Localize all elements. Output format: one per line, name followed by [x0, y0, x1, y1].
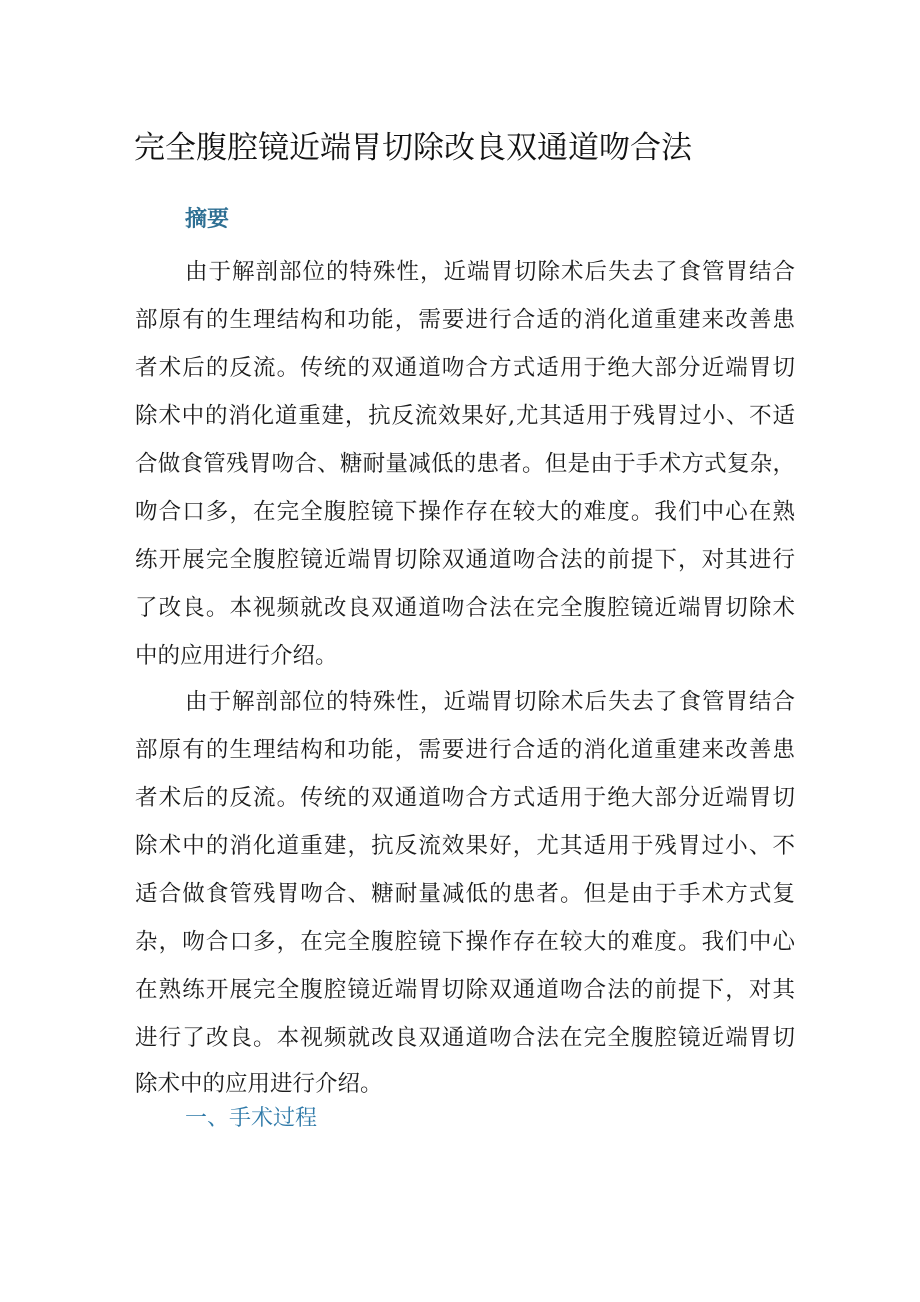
paragraph-line: 除术中的消化道重建，抗反流效果好，尤其适用于残胃过小、不 — [135, 833, 795, 859]
paragraph-line: 合做食管残胃吻合、糖耐量减低的患者。但是由于手术方式复杂， — [135, 451, 795, 477]
paragraph-line: 练开展完全腹腔镜近端胃切除双通道吻合法的前提下，对其进行 — [135, 547, 795, 573]
paragraph-line: 除术中的消化道重建，抗反流效果好,尤其适用于残胃过小、不适 — [135, 403, 795, 429]
paragraph-line: 由于解剖部位的特殊性，近端胃切除术后失去了食管胃结合 — [185, 259, 795, 285]
paragraph-line: 杂，吻合口多，在完全腹腔镜下操作存在较大的难度。我们中心 — [135, 929, 795, 955]
paragraph-line: 者术后的反流。传统的双通道吻合方式适用于绝大部分近端胃切 — [135, 785, 795, 811]
paragraph-line: 在熟练开展完全腹腔镜近端胃切除双通道吻合法的前提下，对其 — [135, 977, 795, 1003]
paragraph-line: 了改良。本视频就改良双通道吻合法在完全腹腔镜近端胃切除术 — [135, 595, 795, 621]
document-title: 完全腹腔镜近端胃切除改良双通道吻合法 — [134, 130, 692, 166]
paragraph-line: 中的应用进行介绍。 — [135, 643, 338, 669]
paragraph-line: 适合做食管残胃吻合、糖耐量减低的患者。但是由于手术方式复 — [135, 881, 795, 907]
paragraph-line: 除术中的应用进行介绍。 — [135, 1071, 383, 1097]
paragraph-line: 吻合口多，在完全腹腔镜下操作存在较大的难度。我们中心在熟 — [135, 499, 795, 525]
paragraph-line: 者术后的反流。传统的双通道吻合方式适用于绝大部分近端胃切 — [135, 355, 795, 381]
paragraph-line: 部原有的生理结构和功能，需要进行合适的消化道重建来改善患 — [135, 307, 795, 333]
paragraph-line: 由于解剖部位的特殊性，近端胃切除术后失去了食管胃结合 — [185, 689, 795, 715]
paragraph-line: 进行了改良。本视频就改良双通道吻合法在完全腹腔镜近端胃切 — [135, 1025, 795, 1051]
abstract-heading: 摘要 — [185, 206, 230, 232]
section-heading-surgical-procedure: 一、手术过程 — [185, 1106, 318, 1131]
paragraph-line: 部原有的生理结构和功能，需要进行合适的消化道重建来改善患 — [135, 737, 795, 763]
